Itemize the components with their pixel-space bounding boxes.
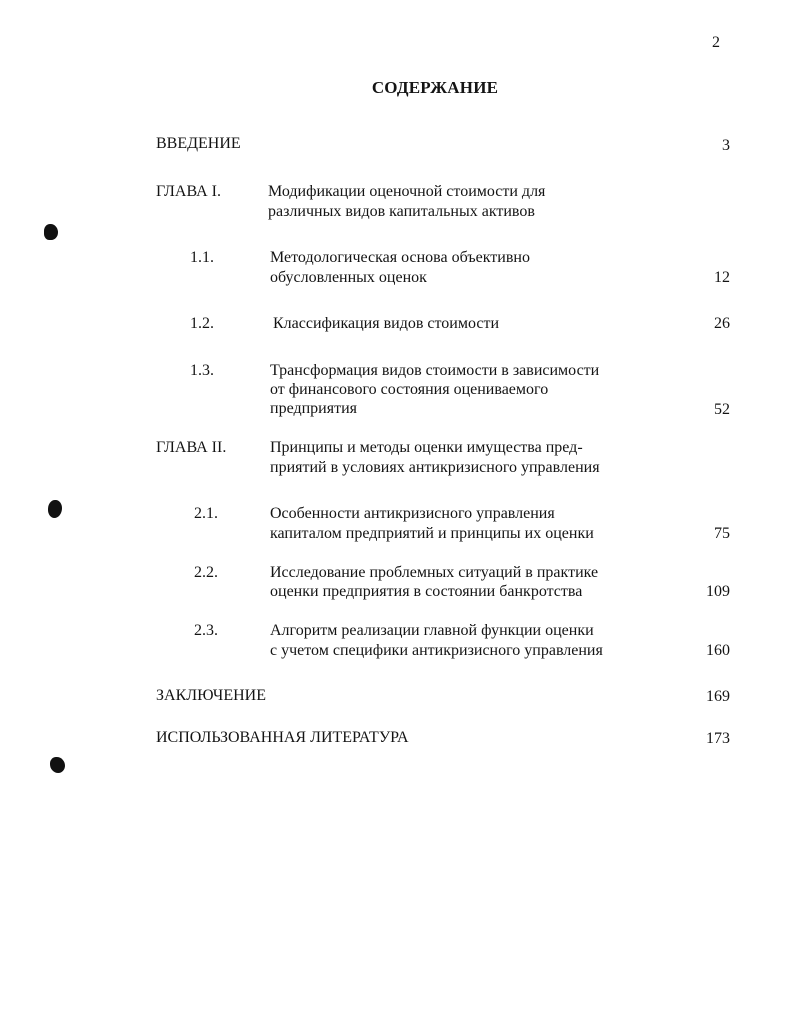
toc-s21-number: 2.1. <box>194 505 218 522</box>
toc-ch1-number: ГЛАВА I. <box>156 183 221 200</box>
punch-hole-mark <box>44 224 58 240</box>
toc-ch1-line2: различных видов капитальных активов <box>268 203 535 220</box>
toc-intro-label: ВВЕДЕНИЕ <box>156 135 241 152</box>
toc-s11-page: 12 <box>714 269 730 286</box>
page-number: 2 <box>712 34 720 51</box>
toc-ch2-number: ГЛАВА II. <box>156 439 227 456</box>
toc-s22-line1: Исследование проблемных ситуаций в практике <box>270 564 599 581</box>
toc-s12-number: 1.2. <box>190 315 214 332</box>
toc-s23-number: 2.3. <box>194 622 218 639</box>
toc-s21-line2: капиталом предприятий и принципы их оценки <box>270 525 594 542</box>
toc-s11-line1: Методологическая основа объективно <box>270 249 530 266</box>
punch-hole-mark <box>50 757 65 773</box>
toc-s13-line2: от финансового состояния оцениваемого <box>270 381 549 398</box>
toc-s13-line3: предприятия <box>270 400 357 417</box>
toc-s23-line1: Алгоритм реализации главной функции оценки <box>270 622 594 639</box>
toc-s11-line2: обусловленных оценок <box>270 269 427 286</box>
toc-s13-page: 52 <box>714 401 730 418</box>
toc-intro-page: 3 <box>722 137 730 154</box>
toc-references-label: ИСПОЛЬЗОВАННАЯ ЛИТЕРАТУРА <box>156 729 409 746</box>
toc-s12-page: 26 <box>714 315 730 332</box>
toc-conclusion-label: ЗАКЛЮЧЕНИЕ <box>156 687 266 704</box>
toc-ch1-line1: Модификации оценочной стоимости для <box>268 183 546 200</box>
toc-s23-page: 160 <box>706 642 730 659</box>
toc-s21-line1: Особенности антикризисного управления <box>270 505 555 522</box>
page-title: СОДЕРЖАНИЕ <box>371 78 499 97</box>
toc-s22-number: 2.2. <box>194 564 218 581</box>
toc-s22-line2: оценки предприятия в состоянии банкротства <box>270 583 583 600</box>
toc-ch2-line2: приятий в условиях антикризисного управления <box>270 459 600 476</box>
toc-s23-line2: с учетом специфики антикризисного управления <box>270 642 603 659</box>
toc-conclusion-page: 169 <box>706 688 730 705</box>
toc-s11-number: 1.1. <box>190 249 214 266</box>
toc-s13-line1: Трансформация видов стоимости в зависимости <box>270 362 600 379</box>
toc-s21-page: 75 <box>714 525 730 542</box>
toc-references-page: 173 <box>706 730 730 747</box>
toc-s12-line1: Классификация видов стоимости <box>273 315 500 332</box>
punch-hole-mark <box>48 500 62 518</box>
toc-s22-page: 109 <box>706 583 730 600</box>
toc-s13-number: 1.3. <box>190 362 214 379</box>
toc-ch2-line1: Принципы и методы оценки имущества пред- <box>270 439 583 456</box>
